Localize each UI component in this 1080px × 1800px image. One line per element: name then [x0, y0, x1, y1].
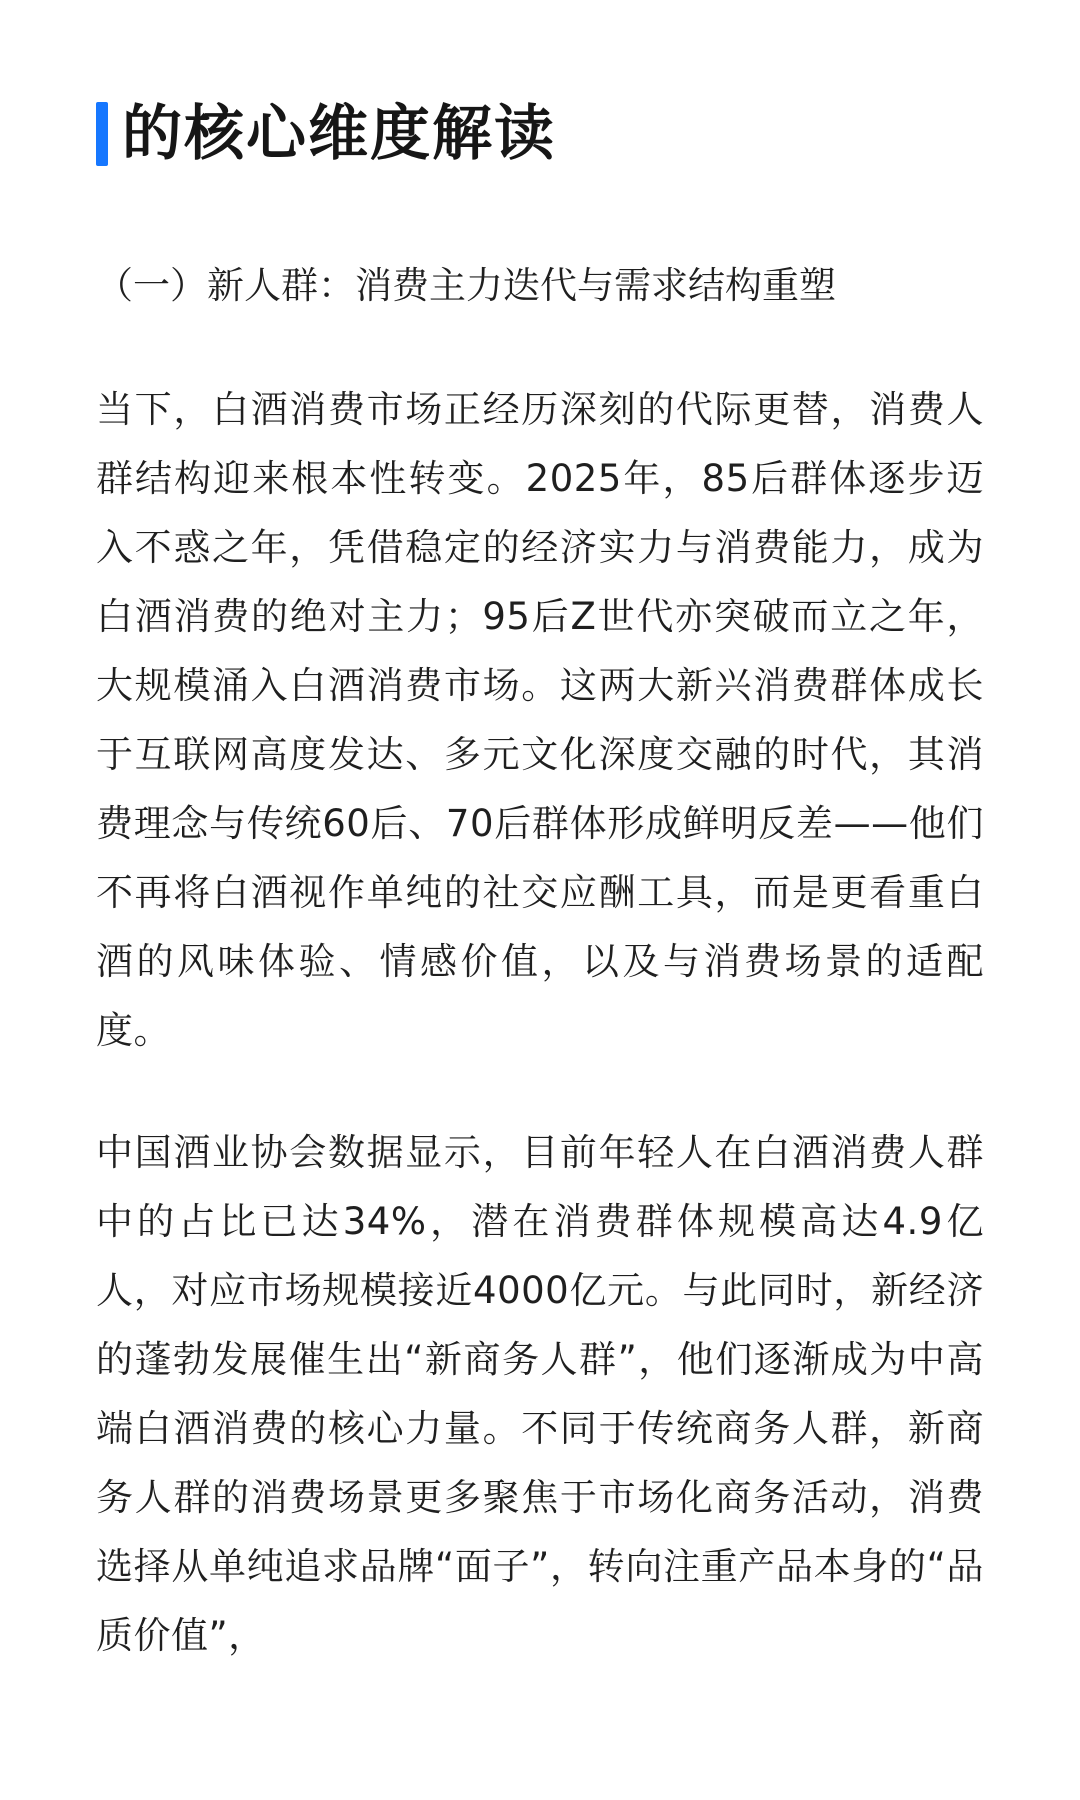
- page-title: 的核心维度解读: [122, 99, 556, 169]
- paragraph-2: 中国酒业协会数据显示，目前年轻人在白酒消费人群中的占比已达34%，潜在消费群体规模高达4.9亿人，对应市场规模接近4000亿元。与此同时，新经济的蓬勃发展催生出“新商务人群”，他们逐渐成为中高端白酒消费的核心力量。不同于传统商务人群，新商务人群的消费场景更多聚焦于市场化商务活动，消费选择从单纯追求品牌“面子”，转向注重产品本身的“品质价值”，: [96, 1131, 984, 1657]
- title-accent-bar: [96, 102, 108, 166]
- section-heading: （一）新人群：消费主力迭代与需求结构重塑: [96, 264, 836, 307]
- paragraph-1: 当下，白酒消费市场正经历深刻的代际更替，消费人群结构迎来根本性转变。2025年，85后群体逐步迈入不惑之年，凭借稳定的经济实力与消费能力，成为白酒消费的绝对主力；95后Z世代亦突破而立之年，大规模涌入白酒消费市场。这两大新兴消费群体成长于互联网高度发达、多元文化深度交融的时代，其消费理念与传统60后、70后群体形成鲜明反差——他们不再将白酒视作单纯的社交应酬工具，而是更看重白酒的风味体验、情感价值，以及与消费场景的适配度。: [96, 388, 984, 1052]
- title-block: [96, 98, 556, 170]
